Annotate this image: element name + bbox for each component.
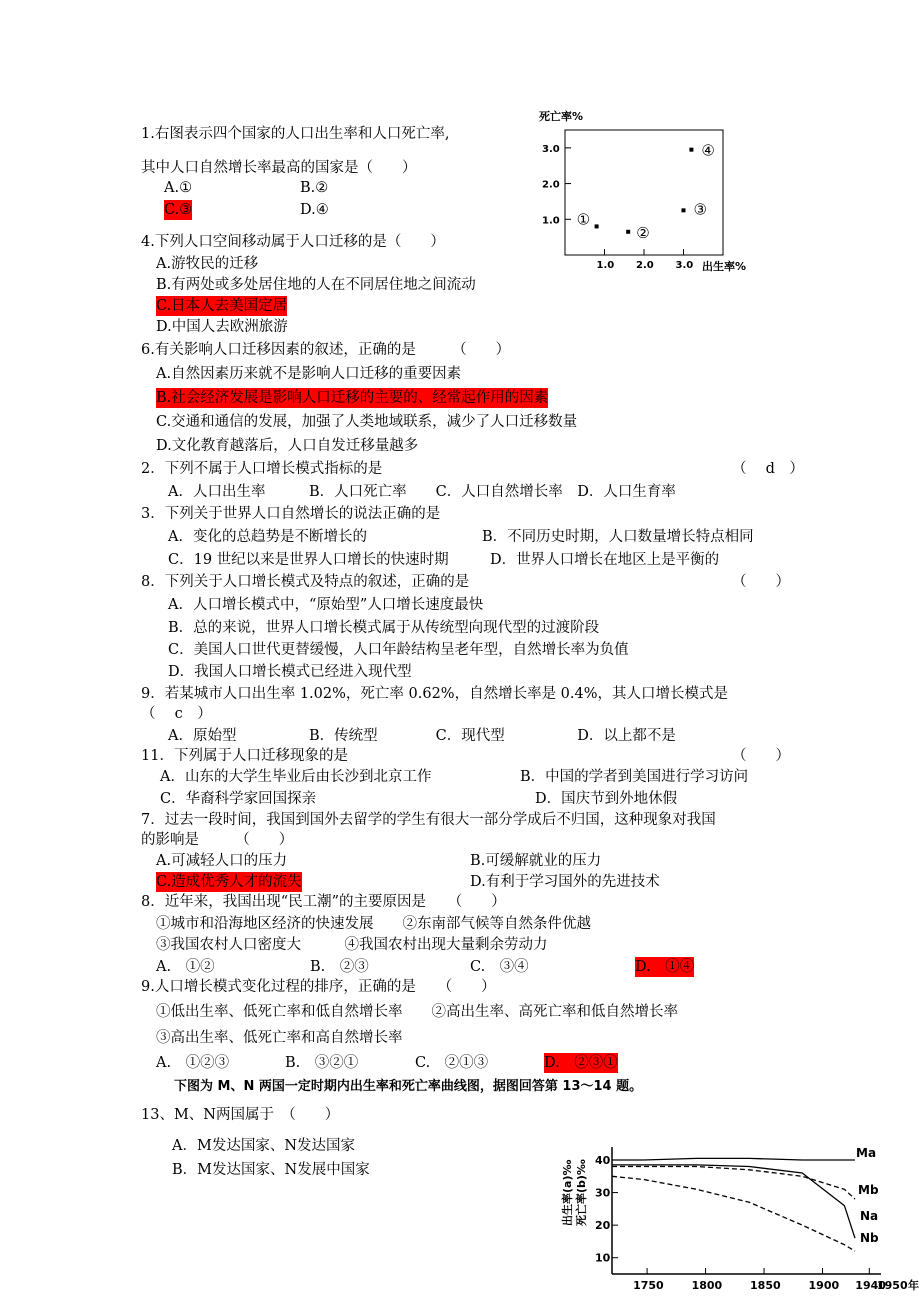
text-line: B.有两处或多处居住地的人在不同居住地之间流动 — [156, 277, 476, 293]
text-line: C. ③④ — [470, 959, 529, 975]
text-line: ③高出生率、低死亡率和高自然增长率 — [156, 1030, 403, 1046]
series-line-Na — [612, 1165, 855, 1238]
x-tick-label: 1750 — [633, 1279, 664, 1292]
text-line: 下图为 M、N 两国一定时期内出生率和死亡率曲线图，据图回答第 13～14 题。 — [174, 1079, 643, 1094]
text-line: A.自然因素历来就不是影响人口迁移的重要因素 — [156, 366, 462, 382]
text-line: 9．若某城市人口出生率 1.02%，死亡率 0.62%，自然增长率是 0.4%，其人口增长模式是 — [141, 686, 729, 702]
x-tick-label: 1950 — [877, 1279, 908, 1292]
y-axis-title-death: 死亡率(b)‰ — [575, 1159, 588, 1226]
text-line: D.④ — [300, 202, 329, 218]
x-tick-label: 1900 — [808, 1279, 840, 1292]
text-line: A.① — [164, 180, 193, 196]
data-point-label: ④ — [701, 141, 715, 160]
series-line-Mb — [612, 1167, 855, 1200]
text-line: D. ②③① — [544, 1055, 618, 1071]
series-line-Ma — [612, 1158, 855, 1160]
text-line: C．美国人口世代更替缓慢，人口年龄结构呈老年型，自然增长率为负值 — [168, 642, 629, 658]
text-line: ①低出生率、低死亡率和低自然增长率 ②高出生率、高死亡率和低自然增长率 — [156, 1004, 678, 1020]
text-line: B. ③②① — [285, 1055, 359, 1071]
data-point-label: ① — [576, 210, 591, 229]
text-line: B.社会经济发展是影响人口迁移的主要的、经常起作用的因素 — [156, 390, 549, 406]
text-line: （ c ） — [141, 706, 212, 722]
text-line: C．华裔科学家回国探亲 — [160, 791, 317, 807]
text-line: A．人口增长模式中，“原始型”人口增长速度最快 — [168, 597, 484, 613]
line-chart — [555, 1132, 920, 1302]
text-line: D．世界人口增长在地区上是平衡的 — [490, 552, 720, 568]
text-line: 7．过去一段时间，我国到国外去留学的学生有很大一部分学成后不归国，这种现象对我国 — [141, 812, 716, 828]
y-tick-label: 10 — [595, 1251, 611, 1265]
x-tick-label: 1940 — [855, 1279, 886, 1292]
text-line: B．不同历史时期，人口数量增长特点相同 — [482, 529, 754, 545]
text-line: C.造成优秀人才的流失 — [156, 874, 302, 890]
x-tick-label: 3.0 — [675, 260, 694, 271]
text-line: 3．下列关于世界人口自然增长的说法正确的是 — [141, 506, 441, 522]
text-line: 的影响是 （ ） — [141, 832, 294, 848]
text-line: A．山东的大学生毕业后由长沙到北京工作 — [160, 769, 432, 785]
text-line: B．总的来说，世界人口增长模式属于从传统型向现代型的过渡阶段 — [168, 620, 600, 636]
text-line: （ d ） — [732, 461, 804, 477]
text-line: 8．近年来，我国出现“民工潮”的主要原因是 （ ） — [141, 894, 506, 910]
series-label: Ma — [856, 1146, 877, 1160]
y-tick-label: 30 — [595, 1186, 611, 1200]
text-line: 其中人口自然增长率最高的国家是（ ） — [141, 160, 417, 176]
y-axis-title: 死亡率% — [539, 110, 584, 123]
scatter-chart — [530, 100, 770, 280]
text-line: （ ） — [732, 748, 790, 764]
text-line: ③我国农村人口密度大 ④我国农村出现大量剩余劳动力 — [156, 937, 548, 953]
text-line: D．我国人口增长模式已经进入现代型 — [168, 664, 412, 680]
y-axis-title-birth: 出生率(a)‰ — [561, 1159, 574, 1226]
x-unit-label: 年 — [908, 1279, 919, 1292]
text-line: D.有利于学习国外的先进技术 — [470, 874, 660, 890]
text-line: C.日本人去美国定居 — [156, 298, 288, 314]
text-line: 11．下列属于人口迁移现象的是 — [141, 748, 348, 764]
series-label: Mb — [858, 1183, 879, 1197]
text-line: 9.人口增长模式变化过程的排序，正确的是 （ ） — [141, 979, 496, 995]
series-label: Na — [860, 1209, 879, 1223]
data-point — [595, 224, 599, 228]
data-point — [682, 208, 686, 212]
text-line: C. ②①③ — [415, 1055, 489, 1071]
y-axis-title — [560, 1159, 588, 1226]
text-line: ①城市和沿海地区经济的快速发展 ②东南部气候等自然条件优越 — [156, 916, 591, 932]
series-label: Nb — [860, 1231, 879, 1245]
data-point — [689, 148, 693, 152]
data-point-label: ③ — [693, 200, 707, 219]
text-line: C．19 世纪以来是世界人口增长的快速时期 — [168, 552, 449, 568]
text-line: A.游牧民的迁移 — [156, 256, 259, 272]
text-line: 8．下列关于人口增长模式及特点的叙述，正确的是 — [141, 574, 470, 590]
data-point-label: ② — [636, 223, 650, 242]
text-line: A．M发达国家、N发达国家 — [172, 1138, 356, 1154]
data-point — [626, 230, 630, 234]
x-axis-title: 出生率% — [702, 260, 747, 273]
text-line: A.可减轻人口的压力 — [156, 853, 288, 869]
x-tick-label: 1.0 — [596, 260, 615, 271]
text-line: D.中国人去欧洲旅游 — [156, 319, 288, 335]
text-line: 2．下列不属于人口增长模式指标的是 — [141, 461, 383, 477]
text-line: 6.有关影响人口迁移因素的叙述，正确的是 （ ） — [141, 342, 511, 358]
text-line: A．人口出生率 B．人口死亡率 C．人口自然增长率 D．人口生育率 — [168, 484, 676, 500]
text-line: D.文化教育越落后，人口自发迁移量越多 — [156, 438, 419, 454]
text-line: D．国庆节到外地休假 — [535, 791, 678, 807]
y-tick-label: 40 — [595, 1154, 611, 1167]
text-line: A. ①② — [156, 959, 215, 975]
x-tick-label: 2.0 — [636, 260, 654, 271]
text-line: B．中国的学者到美国进行学习访问 — [520, 769, 749, 785]
text-line: 4.下列人口空间移动属于人口迁移的是（ ） — [141, 234, 445, 250]
text-line: C.交通和通信的发展，加强了人类地域联系，减少了人口迁移数量 — [156, 414, 578, 430]
text-line: B．M发达国家、N发展中国家 — [172, 1162, 370, 1178]
text-line: B. ②③ — [310, 959, 369, 975]
text-line: A．原始型 B．传统型 C．现代型 D．以上都不是 — [168, 728, 676, 744]
y-tick-label: 2.0 — [542, 179, 560, 191]
y-tick-label: 20 — [595, 1219, 611, 1233]
text-line: （ ） — [732, 574, 790, 590]
y-tick-label: 3.0 — [542, 143, 560, 155]
text-line: A．变化的总趋势是不断增长的 — [168, 529, 367, 545]
text-line: A. ①②③ — [156, 1055, 230, 1071]
text-line: C.③ — [164, 202, 193, 218]
text-line: 13、M、N两国属于 （ ） — [141, 1107, 340, 1123]
x-tick-label: 1850 — [750, 1279, 781, 1292]
series-line-Nb — [612, 1176, 855, 1251]
text-line: B.② — [300, 180, 329, 196]
text-line: B.可缓解就业的压力 — [470, 853, 602, 869]
text-line: D. ①④ — [635, 959, 695, 975]
x-tick-label: 1800 — [691, 1279, 723, 1292]
text-line: 1.右图表示四个国家的人口出生率和人口死亡率, — [141, 126, 450, 142]
y-tick-label: 1.0 — [542, 215, 560, 227]
